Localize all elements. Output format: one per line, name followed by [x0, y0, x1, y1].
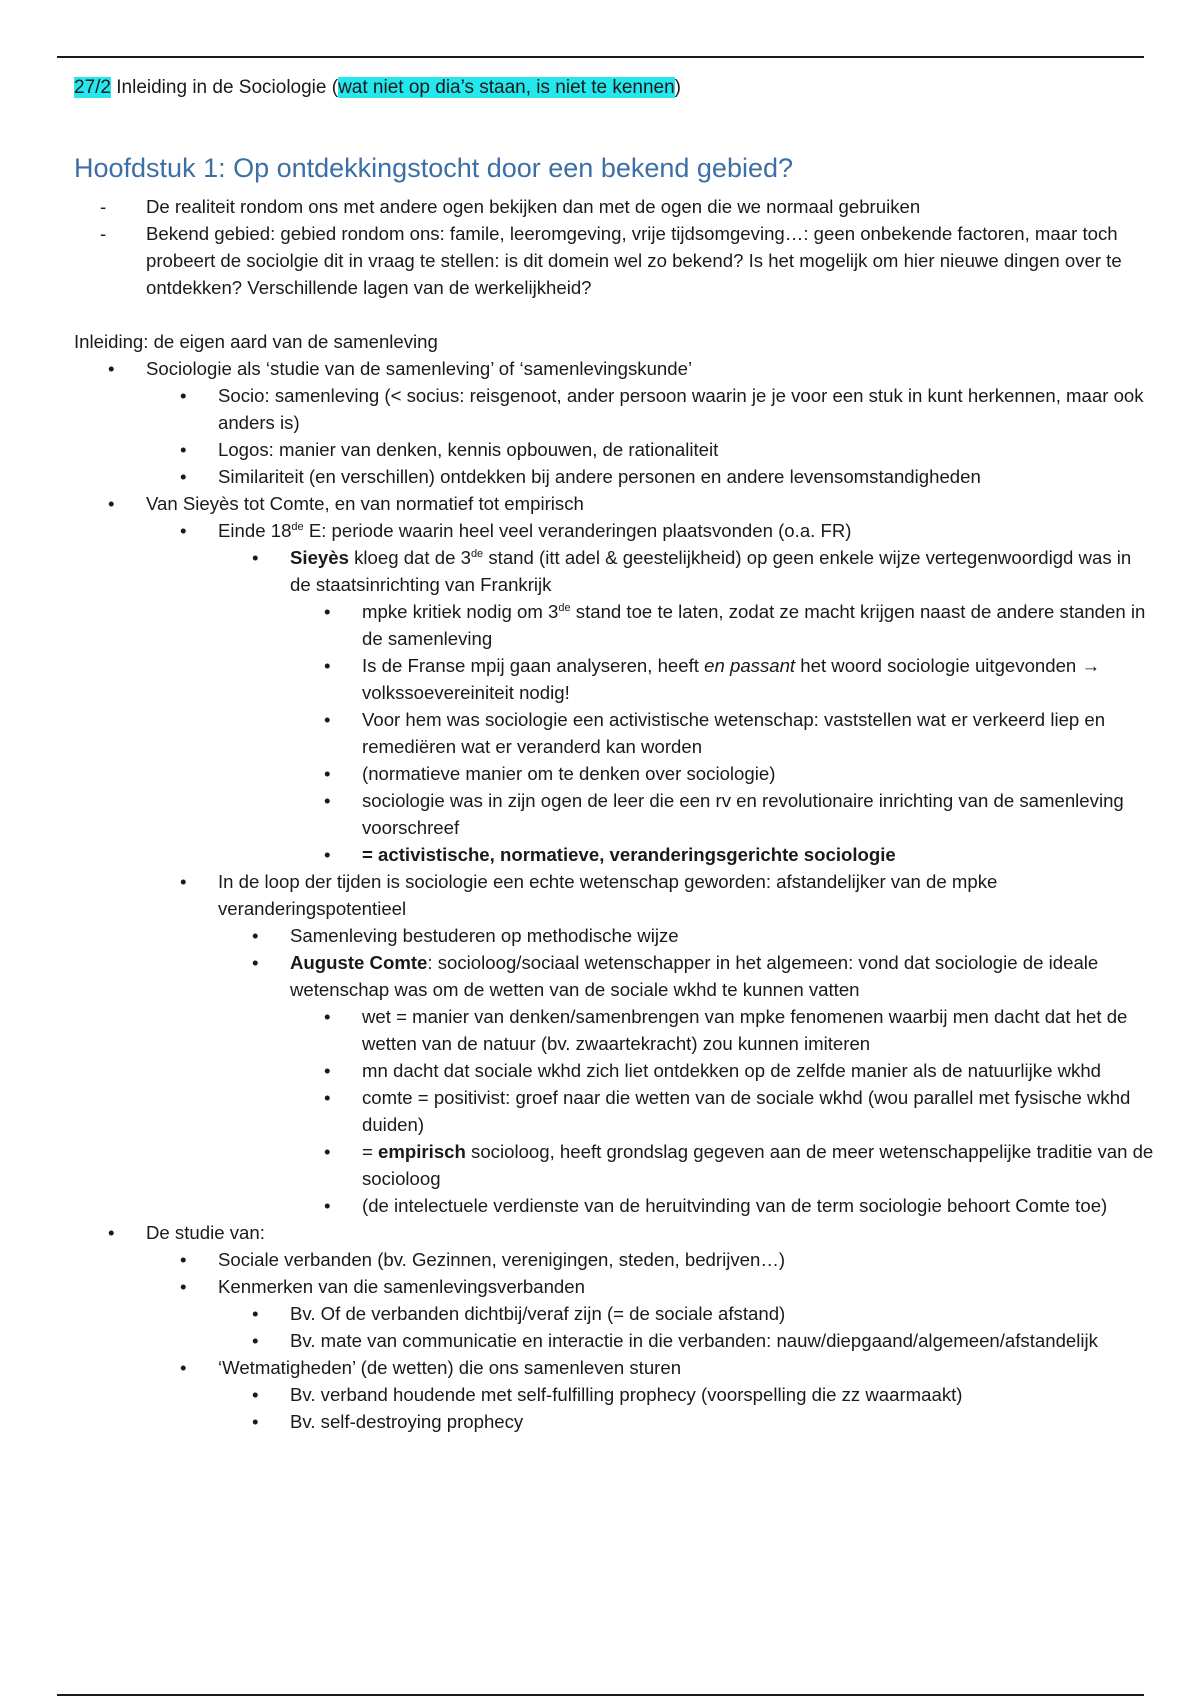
bullet-marker: •: [180, 439, 187, 460]
list-item: [290, 1192, 1154, 1219]
list-item: [74, 1219, 1154, 1435]
top-rule: [57, 56, 1144, 58]
list-item: [146, 382, 1154, 436]
list-item-text: Bekend gebied: gebied rondom ons: famile, leeromgeving, vrije tijdsomgeving…: geen onbekende factoren, maar toch probeert de sociolgie dit in vraag te stellen: is dit domein wel zo bekend? Is het mogelijk om hier nieuwe dingen over te ontdekken? Verschillende lagen van de werkelijkheid?: [146, 223, 1122, 298]
sub-list: [290, 598, 1154, 868]
bullet-marker: •: [180, 1276, 187, 1297]
list-item-text: (normatieve manier om te denken over sociologie): [362, 763, 776, 784]
list-item-text: De realiteit rondom ons met andere ogen bekijken dan met de ogen die we normaal gebruiken: [146, 196, 921, 217]
bold-term: Sieyès: [290, 547, 349, 568]
bullet-marker: •: [324, 1195, 331, 1216]
list-item: [218, 1408, 1154, 1435]
list-item-text: Samenleving bestuderen op methodische wijze: [290, 925, 679, 946]
italic-term: en passant: [704, 655, 796, 676]
list-item: [146, 868, 1154, 1219]
list-item-text: Sociologie als ‘studie van de samenleving’ of ‘samenlevingskunde’: [146, 358, 693, 379]
bullet-marker: •: [108, 493, 115, 514]
list-item: [218, 544, 1154, 868]
list-item-text: Kenmerken van die samenlevingsverbanden: [218, 1276, 585, 1297]
text-fragment: het woord sociologie uitgevonden → volkssoevereiniteit nodig!: [362, 655, 1101, 703]
text-fragment: stand toe te laten, zodat ze macht krijgen naast de andere standen in de samenleving: [362, 601, 1146, 649]
bullet-marker: •: [252, 925, 259, 946]
list-item-text: Bv. Of de verbanden dichtbij/veraf zijn (= de sociale afstand): [290, 1303, 786, 1324]
bullet-marker: •: [324, 709, 331, 730]
sub-list: [146, 382, 1154, 490]
list-item: [146, 436, 1154, 463]
sub-list: [218, 1300, 1154, 1354]
bullet-marker: •: [252, 1330, 259, 1351]
list-item: [290, 787, 1154, 841]
superscript: de: [291, 520, 304, 533]
bold-term: = activistische, normatieve, veranderingsgerichte sociologie: [362, 844, 896, 865]
sub-list: [146, 1246, 1154, 1435]
list-item-text: sociologie was in zijn ogen de leer die een rv en revolutionaire inrichting van de samenleving voorschreef: [362, 790, 1124, 838]
list-item-text: Sociale verbanden (bv. Gezinnen, verenigingen, steden, bedrijven…): [218, 1249, 786, 1270]
list-item: [146, 463, 1154, 490]
list-item-text: De studie van:: [146, 1222, 265, 1243]
text-fragment: mpke kritiek nodig om 3: [362, 601, 559, 622]
document-body: [74, 193, 1154, 1435]
list-item: [218, 949, 1154, 1219]
list-item: [218, 1327, 1154, 1354]
spacer: [74, 301, 1154, 328]
list-item-text: comte = positivist: groef naar die wetten van de sociale wkhd (wou parallel met fysische wkhd duiden): [362, 1087, 1131, 1135]
bullet-marker: •: [108, 358, 115, 379]
bullet-marker: •: [180, 520, 187, 541]
list-item: [146, 1354, 1154, 1435]
bullet-marker: •: [324, 1006, 331, 1027]
text-fragment: Is de Franse mpij gaan analyseren, heeft: [362, 655, 705, 676]
list-item: [146, 1273, 1154, 1354]
list-item: [74, 490, 1154, 1219]
bullet-marker: •: [252, 1384, 259, 1405]
list-item: [218, 1300, 1154, 1327]
chapter-title: Hoofdstuk 1: Op ontdekkingstocht door een bekend gebied?: [74, 153, 794, 183]
sub-list: [218, 544, 1154, 868]
text-fragment: socioloog, heeft grondslag gegeven aan de meer wetenschappelijke traditie van de socioloog: [362, 1141, 1154, 1189]
list-item-text: Socio: samenleving (< socius: reisgenoot, ander persoon waarin je je voor een stuk in kunt herkennen, maar ook anders is): [218, 385, 1144, 433]
text-fragment: =: [362, 1141, 379, 1162]
list-item: [290, 841, 1154, 868]
list-item-text: ‘Wetmatigheden’ (de wetten) die ons samenleven sturen: [218, 1357, 682, 1378]
list-item: [290, 1003, 1154, 1057]
bullet-marker: •: [252, 952, 259, 973]
text-fragment: Einde 18: [218, 520, 292, 541]
list-item: [146, 517, 1154, 868]
list-item-text: (de intelectuele verdienste van de heruitvinding van de term sociologie behoort Comte toe): [362, 1195, 1108, 1216]
note-highlight: wat niet op dia’s staan, is niet te kennen: [338, 77, 675, 98]
date-highlight: 27/2: [74, 77, 111, 98]
list-item: [290, 1138, 1154, 1192]
bullet-marker: •: [324, 844, 331, 865]
sub-list: [290, 1003, 1154, 1219]
list-item-text: Van Sieyès tot Comte, en van normatief tot empirisch: [146, 493, 584, 514]
list-item-text: wet = manier van denken/samenbrengen van mpke fenomenen waarbij men dacht dat het de wetten van de natuur (bv. zwaartekracht) zou kunnen imiteren: [362, 1006, 1128, 1054]
header-close: ): [674, 77, 681, 98]
bullet-marker: •: [180, 466, 187, 487]
superscript: de: [470, 547, 484, 560]
bullet-marker: •: [324, 763, 331, 784]
sub-list: [218, 922, 1154, 1219]
dash-marker: -: [100, 196, 107, 217]
list-item: [74, 220, 1154, 301]
bullet-marker: •: [180, 871, 187, 892]
list-item: [218, 922, 1154, 949]
intro-heading: Inleiding: de eigen aard van de samenleving: [74, 331, 438, 352]
bullet-marker: •: [324, 1087, 331, 1108]
bullet-marker: •: [324, 655, 331, 676]
header-line: [74, 74, 681, 102]
list-item-text: Bv. self-destroying prophecy: [290, 1411, 524, 1432]
bullet-marker: •: [180, 1357, 187, 1378]
bullet-marker: •: [180, 1249, 187, 1270]
bullet-marker: •: [252, 1411, 259, 1432]
list-item-text: Similariteit (en verschillen) ontdekken bij andere personen en andere levensomstandigheden: [218, 466, 981, 487]
bullet-marker: •: [252, 547, 259, 568]
text-fragment: stand (itt adel & geestelijkheid) op geen enkele wijze vertegenwoordigd was in de staatsinrichting van Frankrijk: [290, 547, 1132, 595]
list-item: [290, 760, 1154, 787]
dash-list: [74, 193, 1154, 301]
list-item: [290, 1084, 1154, 1138]
list-item-text: Bv. mate van communicatie en interactie in die verbanden: nauw/diepgaand/algemeen/afstandelijk: [290, 1330, 1098, 1351]
bullet-marker: •: [252, 1303, 259, 1324]
bullet-marker: •: [324, 1141, 331, 1162]
main-list: [74, 355, 1154, 1435]
list-item: [74, 193, 1154, 220]
text-fragment: kloeg dat de 3: [348, 547, 471, 568]
list-item: [290, 652, 1154, 706]
sub-list: [146, 517, 1154, 1219]
list-item: [290, 1057, 1154, 1084]
bullet-marker: •: [324, 601, 331, 622]
bold-term: empirisch: [378, 1141, 466, 1162]
list-item-text: Bv. verband houdende met self-fulfilling prophecy (voorspelling die zz waarmaakt): [290, 1384, 963, 1405]
list-item: [146, 1246, 1154, 1273]
list-item: [290, 706, 1154, 760]
bullet-marker: •: [324, 1060, 331, 1081]
superscript: de: [558, 601, 571, 614]
text-fragment: E: periode waarin heel veel veranderingen plaatsvonden (o.a. FR): [303, 520, 852, 541]
list-item-text: Logos: manier van denken, kennis opbouwen, de rationaliteit: [218, 439, 719, 460]
list-item: [218, 1381, 1154, 1408]
list-item-text: Voor hem was sociologie een activistische wetenschap: vaststellen wat er verkeerd liep en remediëren wat er veranderd kan worden: [362, 709, 1106, 757]
sub-list: [218, 1381, 1154, 1435]
bullet-marker: •: [324, 790, 331, 811]
list-item-text: mn dacht dat sociale wkhd zich liet ontdekken op de zelfde manier als de natuurlijke wkhd: [362, 1060, 1102, 1081]
text-fragment: : socioloog/sociaal wetenschapper in het algemeen: vond dat sociologie de ideale wetenschap was om de wetten van de sociale wkhd te kunnen vatten: [290, 952, 1099, 1000]
bullet-marker: •: [108, 1222, 115, 1243]
bottom-rule: [57, 1694, 1144, 1696]
dash-marker: -: [100, 223, 107, 244]
bold-term: Auguste Comte: [290, 952, 428, 973]
bullet-marker: •: [180, 385, 187, 406]
list-item-text: In de loop der tijden is sociologie een echte wetenschap geworden: afstandelijker van de mpke veranderingspotentieel: [218, 871, 998, 919]
list-item: [290, 598, 1154, 652]
list-item: [74, 355, 1154, 490]
course-title: Inleiding in de Sociologie (: [110, 77, 339, 98]
